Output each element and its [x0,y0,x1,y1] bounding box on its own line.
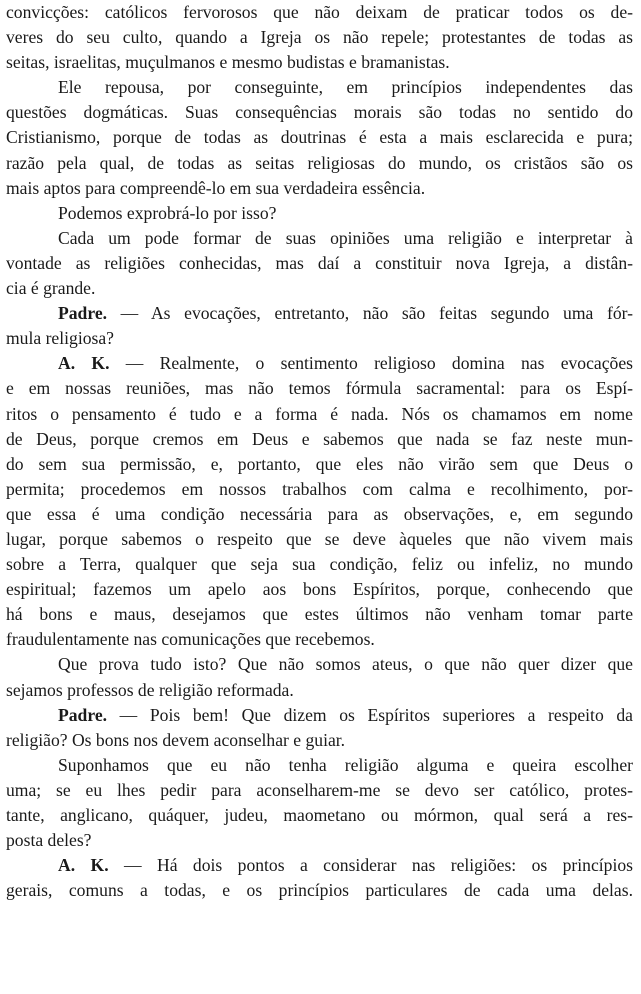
text-line [6,803,633,828]
line-text: mula religiosa? [6,328,114,349]
text-line [6,577,633,602]
text-line [6,351,633,376]
text-line [6,778,633,803]
line-text: Cristianismo, porque de todas as doutrinas é esta a mais esclarecida e pura; [6,127,633,148]
line-text: uma; se eu lhes pedir para aconselharem-me se devo ser católico, protes- [6,779,633,800]
text-line [6,176,633,201]
line-text: Podemos exprobrá-lo por isso? [58,202,277,223]
speaker-label: Padre. [58,704,108,725]
text-line [6,75,633,100]
line-text: razão pela qual, de todas as seitas religiosas do mundo, os cristãos são os [6,152,633,173]
text-line [6,125,633,150]
line-text: seitas, israelitas, muçulmanos e mesmo budistas e bramanistas. [6,52,450,73]
line-text: sobre a Terra, qualquer que seja sua condição, feliz ou infeliz, no mundo [6,554,633,575]
text-line [6,853,633,878]
text-line [6,226,633,251]
text-line [6,276,633,301]
line-text: sejamos professos de religião reformada. [6,679,294,700]
line-text: — As evocações, entretanto, não são feitas segundo uma fór- [107,303,633,324]
text-line [6,753,633,778]
text-line [6,452,633,477]
line-text: Cada um pode formar de suas opiniões uma religião e interpretar à [58,227,633,248]
line-text: posta deles? [6,830,92,851]
text-line [6,527,633,552]
text-line [6,151,633,176]
line-text: ritos o pensamento é tudo e a forma é nada. Nós os chamamos em nome [6,403,633,424]
line-text: Que prova tudo isto? Que não somos ateus, o que não quer dizer que [58,654,633,675]
line-text: religião? Os bons nos devem aconselhar e guiar. [6,729,346,750]
line-text: convicções: católicos fervorosos que não deixam de praticar todos os de- [6,2,633,22]
text-line [6,703,633,728]
text-line [6,376,633,401]
text-line [6,301,633,326]
text-line [6,100,633,125]
line-text: espiritual; fazemos um apelo aos bons Espíritos, porque, conhecendo que [6,579,633,600]
text-line [6,25,633,50]
line-text: do sem sua permissão, e, portanto, que eles não virão sem que Deus o [6,453,633,474]
line-text: — Realmente, o sentimento religioso domina nas evocações [109,353,633,374]
line-text: veres do seu culto, quando a Igreja os não repele; protestantes de todas as [6,27,633,48]
line-text: de Deus, porque cremos em Deus e sabemos que nada se faz neste mun- [6,428,633,449]
text-line [6,251,633,276]
line-text: cia é grande. [6,278,96,299]
text-line [6,728,633,753]
text-line [6,50,633,75]
text-line [6,502,633,527]
line-text: Suponhamos que eu não tenha religião alguma e queira escolher [58,754,633,775]
line-text: há bons e maus, desejamos que estes últimos não venham tomar parte [6,604,633,625]
text-line [6,201,633,226]
text-line [6,326,633,351]
text-line [6,552,633,577]
line-text: questões dogmáticas. Suas consequências morais são todas no sentido do [6,102,633,123]
line-text: vontade as religiões conhecidas, mas daí a constituir nova Igreja, a distân- [6,252,633,273]
line-text: — Há dois pontos a considerar nas religiões: os princípios [108,855,633,876]
text-line [6,652,633,677]
line-text: gerais, comuns a todas, e os princípios particulares de cada uma delas. [6,880,633,901]
line-text: lugar, porque sabemos o respeito que se deve àqueles que não vivem mais [6,528,633,549]
speaker-label: A. K. [58,855,109,876]
text-line [6,427,633,452]
line-text: — Pois bem! Que dizem os Espíritos superiores a respeito da [107,704,633,725]
speaker-label: Padre. [58,303,108,324]
line-text: mais aptos para compreendê-lo em sua verdadeira essência. [6,177,426,198]
text-line [6,678,633,703]
body-text [6,0,633,903]
text-line [6,402,633,427]
line-text: e em nossas reuniões, mas não temos fórmula sacramental: para os Espí- [6,378,633,399]
line-text: que essa é uma condição necessária para as observações, e, em segundo [6,503,633,524]
line-text: Ele repousa, por conseguinte, em princípios independentes das [58,77,633,98]
line-text: fraudulentamente nas comunicações que recebemos. [6,629,375,650]
line-text: tante, anglicano, quáquer, judeu, maometano ou mórmon, qual será a res- [6,805,633,825]
text-line [6,602,633,627]
line-text: permita; procedemos em nossos trabalhos com calma e recolhimento, por- [6,478,633,499]
text-line [6,878,633,903]
text-line [6,828,633,853]
text-line [6,477,633,502]
speaker-label: A. K. [58,353,110,374]
text-line [6,0,633,25]
text-line [6,627,633,652]
